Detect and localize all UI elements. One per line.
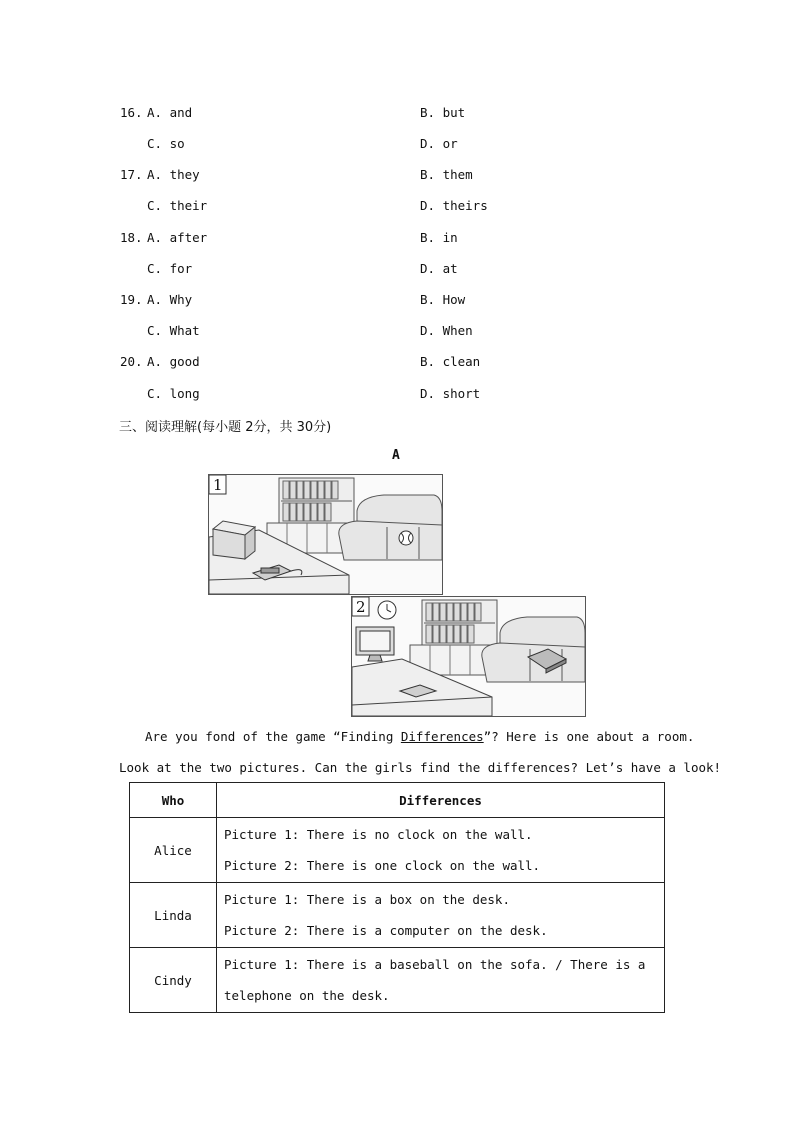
option-a: A. and <box>147 105 193 120</box>
question-number: 19. <box>120 292 143 307</box>
option-c: C. What <box>147 323 200 338</box>
clock-icon <box>378 601 396 619</box>
baseball-icon <box>399 531 413 545</box>
passage-letter: A <box>392 448 400 463</box>
option-b: B. them <box>420 167 473 182</box>
option-c: C. their <box>147 198 208 213</box>
option-d: D. at <box>420 261 458 276</box>
difference-line: Picture 1: There is a baseball on the sofa. / There is a telephone on the desk. <box>224 957 646 1003</box>
box-icon <box>213 521 255 559</box>
option-a: A. good <box>147 354 200 369</box>
difference-line: Picture 1: There is a box on the desk. <box>224 892 510 907</box>
option-b: B. in <box>420 230 458 245</box>
option-a: A. after <box>147 230 208 245</box>
table-row <box>130 818 665 883</box>
option-b: B. How <box>420 292 466 307</box>
option-a: A. they <box>147 167 200 182</box>
option-b: B. clean <box>420 354 481 369</box>
room-picture-1 <box>208 474 443 595</box>
picture-label: 2 <box>356 598 366 616</box>
differences-table <box>129 782 665 1013</box>
option-b: B. but <box>420 105 466 120</box>
passage-line-2: Look at the two pictures. Can the girls find the differences? Let’s have a look! <box>119 760 722 775</box>
question-number: 16. <box>120 105 143 120</box>
section-title: 三、阅读理解(每小题 2分，共 30分) <box>119 420 332 435</box>
table-row <box>130 883 665 948</box>
option-d: D. theirs <box>420 198 488 213</box>
option-d: D. When <box>420 323 473 338</box>
who-cell: Linda <box>130 883 217 948</box>
table-header-row <box>130 783 665 818</box>
differences-cell <box>217 948 665 1013</box>
picture-label: 1 <box>213 476 223 494</box>
passage-text: ”? Here is one about a room. <box>483 729 695 744</box>
underlined-word: Differences <box>400 729 484 744</box>
option-c: C. so <box>147 136 185 151</box>
question-number: 18. <box>120 230 143 245</box>
difference-line: Picture 1: There is no clock on the wall. <box>224 827 533 842</box>
differences-cell <box>217 883 665 948</box>
option-c: C. for <box>147 261 193 276</box>
table-row <box>130 948 665 1013</box>
difference-line: Picture 2: There is a computer on the desk. <box>224 923 548 938</box>
room-picture-2 <box>351 596 586 717</box>
option-c: C. long <box>147 386 200 401</box>
column-header-differences: Differences <box>217 783 665 818</box>
passage-text: Are you fond of the game “Finding <box>145 729 401 744</box>
who-cell: Cindy <box>130 948 217 1013</box>
question-number: 17. <box>120 167 143 182</box>
option-a: A. Why <box>147 292 193 307</box>
question-number: 20. <box>120 354 143 369</box>
difference-line: Picture 2: There is one clock on the wall. <box>224 858 541 873</box>
who-cell: Alice <box>130 818 217 883</box>
column-header-who: Who <box>130 783 217 818</box>
option-d: D. or <box>420 136 458 151</box>
option-d: D. short <box>420 386 481 401</box>
passage-line-1 <box>145 729 694 744</box>
differences-cell <box>217 818 665 883</box>
